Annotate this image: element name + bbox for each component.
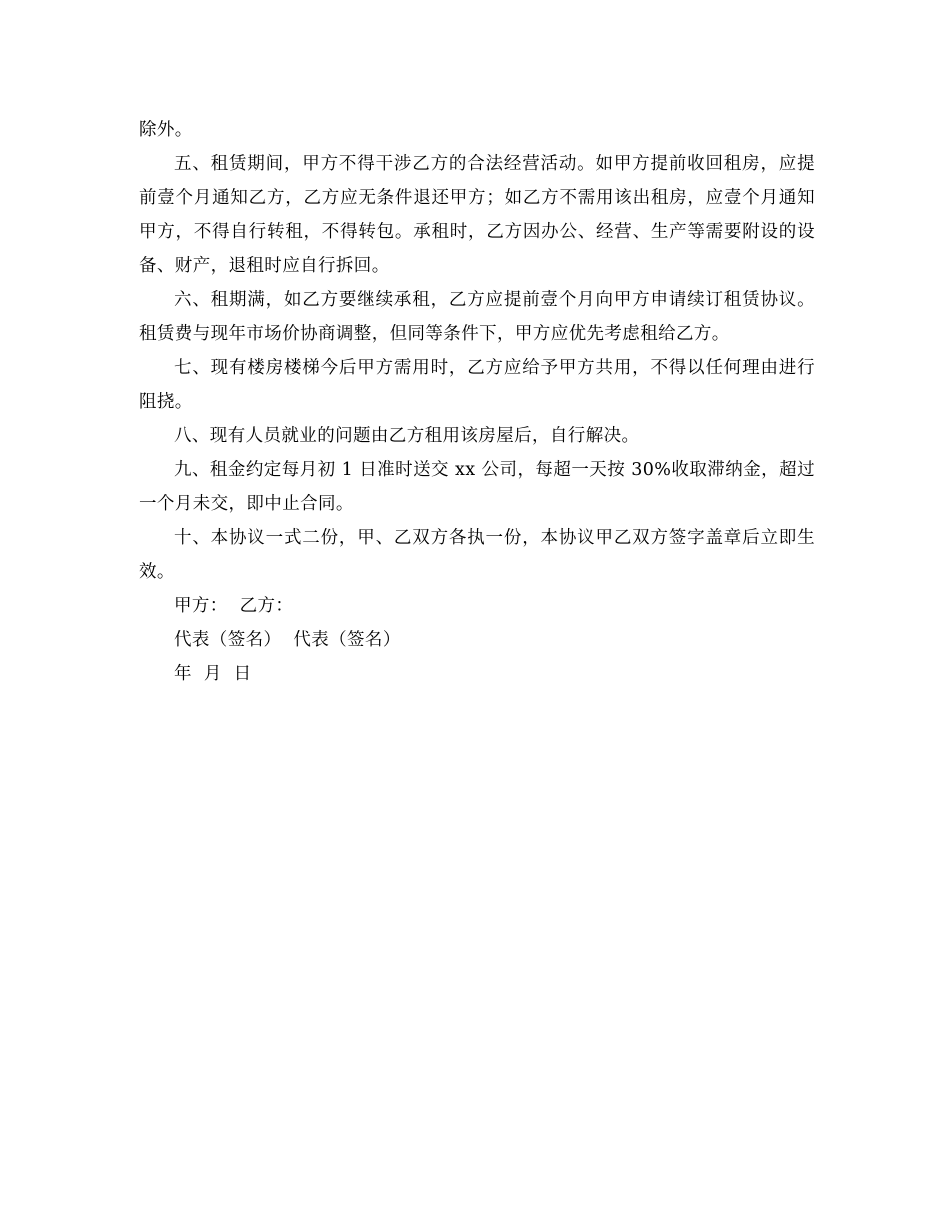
signature-date: 年 月 日 [174,664,252,684]
clause-five: 五、租赁期间，甲方不得干涉乙方的合法经营活动。如甲方提前收回租房，应提前壹个月通知乙方，乙方应无条件退还甲方；如乙方不需用该出租房，应壹个月通知甲方，不得自行转租，不得转包。承租时，乙方因办公、经营、生产等需要附设的设备、财产，退租时应自行拆回。 [139,154,815,276]
clause-seven: 七、现有楼房楼梯今后甲方需用时，乙方应给予甲方共用，不得以任何理由进行阻挠。 [139,358,815,412]
paragraph-continuation: 除外。 [139,120,193,140]
clause-nine: 九、租金约定每月初 1 日准时送交 xx 公司，每超一天按 30%收取滞纳金，超过一个月未交，即中止合同。 [139,460,815,514]
signature-representatives: 代表（签名） 代表（签名） [174,630,401,650]
clause-six: 六、租期满，如乙方要继续承租，乙方应提前壹个月向甲方申请续订租赁协议。租赁费与现年市场价协商调整，但同等条件下，甲方应优先考虑租给乙方。 [139,290,815,344]
signature-parties: 甲方： 乙方： [174,596,294,616]
clause-ten: 十、本协议一式二份，甲、乙双方各执一份，本协议甲乙双方签字盖章后立即生效。 [139,528,815,582]
clause-eight: 八、现有人员就业的问题由乙方租用该房屋后，自行解决。 [174,426,640,446]
document-body [139,113,815,691]
